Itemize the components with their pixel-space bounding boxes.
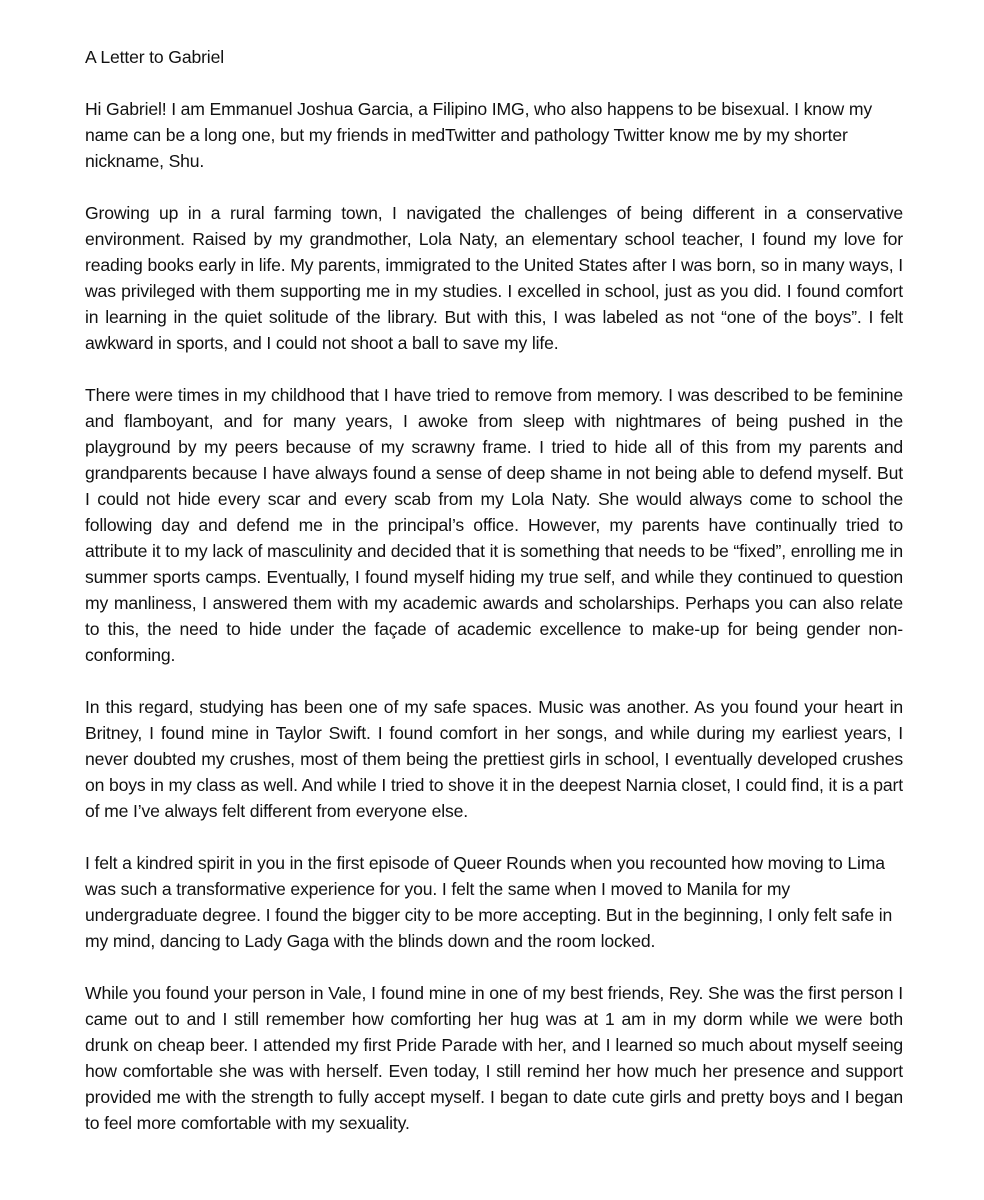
letter-page — [85, 44, 903, 1136]
paragraph-safe-spaces: In this regard, studying has been one of my safe spaces. Music was another. As you found your heart in Britney, I found mine in Taylor Swift. I found comfort in her songs, and while during my earliest years, I never doubted my crushes, most of them being the prettiest girls in school, I eventually developed crushes on boys in my class as well. And while I tried to shove it in the deepest Narnia closet, I could find, it is a part of me I’ve always felt different from everyone else. — [85, 697, 903, 821]
paragraph-kindred-spirit: I felt a kindred spirit in you in the first episode of Queer Rounds when you recounted how moving to Lima was such a transformative experience for you. I felt the same when I moved to Manila for my undergraduate degree. I found the bigger city to be more accepting. But in the beginning, I only felt safe in my mind, dancing to Lady Gaga with the blinds down and the room locked. — [85, 853, 893, 951]
paragraph-childhood: There were times in my childhood that I have tried to remove from memory. I was described to be feminine and flamboyant, and for many years, I awoke from sleep with nightmares of being pushed in the playground by my peers because of my scrawny frame. I tried to hide all of this from my parents and grandparents because I have always found a sense of deep shame in not being able to defend myself. But I could not hide every scar and every scab from my Lola Naty. She would always come to school the following day and defend me in the principal’s office. However, my parents have continually tried to attribute it to my lack of masculinity and decided that it is something that needs to be “fixed”, enrolling me in summer sports camps. Eventually, I found myself hiding my true self, and while they continued to question my manliness, I answered them with my academic awards and scholarships. Perhaps you can also relate to this, the need to hide under the façade of academic excellence to make-up for being gender non-conforming. — [85, 385, 903, 665]
letter-title: A Letter to Gabriel — [85, 47, 224, 67]
paragraph-introduction: Hi Gabriel! I am Emmanuel Joshua Garcia, a Filipino IMG, who also happens to be bisexual. I know my name can be a long one, but my friends in medTwitter and pathology Twitter know me by my shorter nickname, Shu. — [85, 99, 873, 171]
paragraph-growing-up: Growing up in a rural farming town, I navigated the challenges of being different in a conservative environment. Raised by my grandmother, Lola Naty, an elementary school teacher, I found my love for reading books early in life. My parents, immigrated to the United States after I was born, so in many ways, I was privileged with them supporting me in my studies. I excelled in school, just as you did. I found comfort in learning in the quiet solitude of the library. But with this, I was labeled as not “one of the boys”. I felt awkward in sports, and I could not shoot a ball to save my life. — [85, 203, 903, 353]
paragraph-best-friend: While you found your person in Vale, I found mine in one of my best friends, Rey. She was the first person I came out to and I still remember how comforting her hug was at 1 am in my dorm while we were both drunk on cheap beer. I attended my first Pride Parade with her, and I learned so much about myself seeing how comfortable she was with herself. Even today, I still remind her how much her presence and support provided me with the strength to fully accept myself. I began to date cute girls and pretty boys and I began to feel more comfortable with my sexuality. — [85, 983, 903, 1133]
